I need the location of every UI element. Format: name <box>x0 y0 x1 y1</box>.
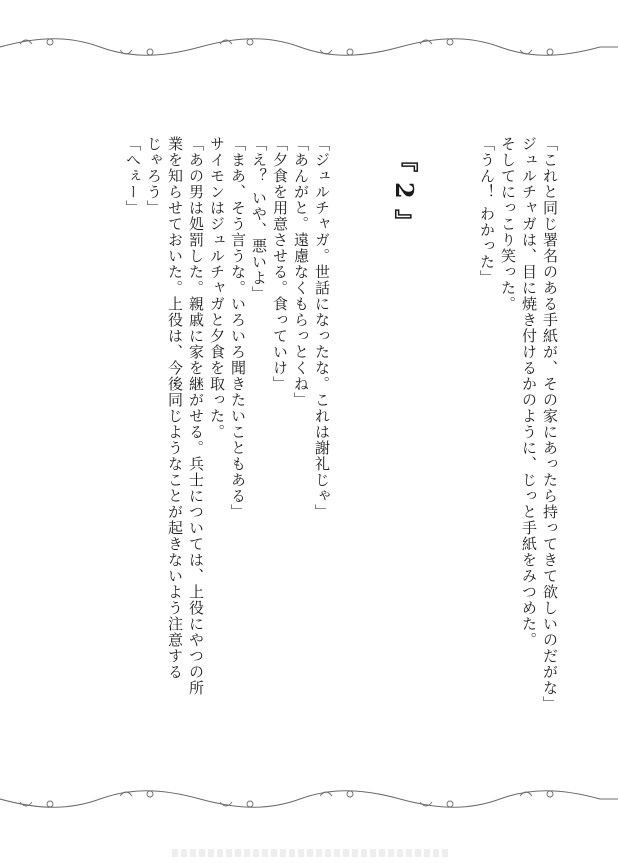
text-line: 「うん！ わかった」 <box>478 136 496 286</box>
text-line: 「ジュルチャガ。世話になったな。これは謝礼じゃ」 <box>313 136 331 520</box>
text-line: ジュルチャガは、目に焼き付けるかのように、じっと手紙をみつめた。 <box>520 136 538 648</box>
flourish-border-icon <box>0 34 618 60</box>
flourish-border-icon <box>0 786 618 812</box>
text-line: 「あの男は処罰した。親戚に家を継がせる。兵士については、上役にやつの所 <box>187 136 205 696</box>
text-line: そしてにっこり笑った。 <box>499 136 517 312</box>
text-line: 「これと同じ署名のある手紙が、その家にあったら持ってきて欲しいのだがな」 <box>541 136 559 712</box>
bottom-ornament-border <box>0 786 618 812</box>
text-line: 「へぇー」 <box>124 136 142 216</box>
section-heading: 『2』 <box>390 148 419 237</box>
text-line: 「え？ いや、悪いよ」 <box>250 136 268 302</box>
text-line: サイモンはジュルチャガと夕食を取った。 <box>208 136 226 440</box>
text-line: 業を知らせておいた。上役は、今後同じようなことが起きないよう注意する <box>166 136 184 680</box>
text-line: 「夕食を用意させる。食っていけ」 <box>271 136 289 392</box>
page-footer-strip <box>172 849 450 857</box>
text-line: 「あんがと。遠慮なくもらっとくね」 <box>292 136 310 408</box>
vertical-text-page <box>70 136 560 766</box>
top-ornament-border <box>0 34 618 60</box>
text-line: 「まあ、そう言うな。いろいろ聞きたいこともある」 <box>229 136 247 520</box>
text-line: じゃろう」 <box>145 136 163 216</box>
section-number: 2 <box>390 182 419 203</box>
